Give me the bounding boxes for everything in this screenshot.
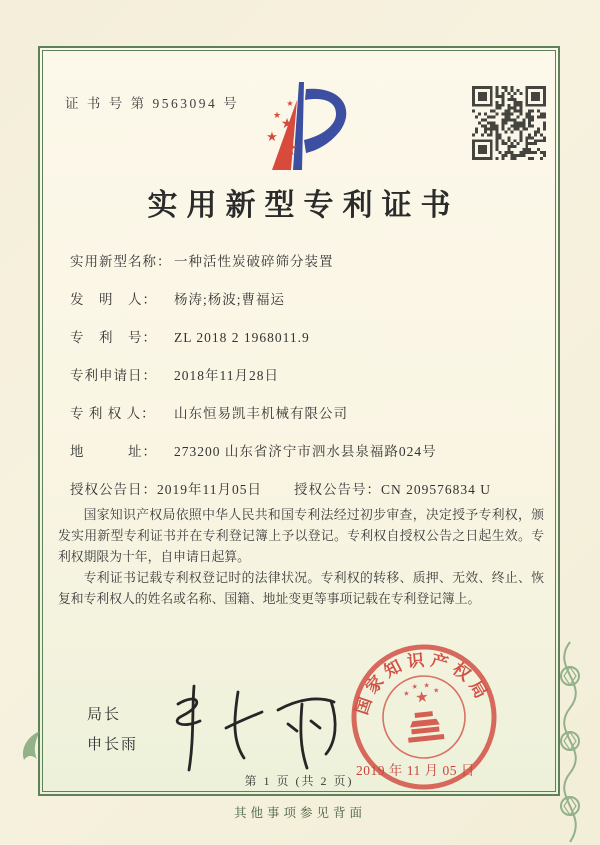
svg-text:★: ★	[414, 689, 430, 707]
field-patentee	[70, 404, 534, 423]
field-invention-name	[70, 252, 534, 271]
svg-text:★: ★	[280, 117, 294, 132]
svg-text:★: ★	[402, 689, 411, 699]
certificate-number: 证 书 号 第 9563094 号	[65, 96, 240, 111]
grant-date	[70, 480, 262, 499]
certificate-title: 实用新型专利证书	[147, 189, 460, 222]
commissioner-signature	[142, 674, 352, 779]
certificate-border-frame	[38, 46, 560, 796]
field-label: 专 利 号：	[70, 330, 157, 345]
leaf-ornament-icon	[16, 728, 46, 762]
certificate-fields	[70, 252, 534, 518]
field-patent-number	[70, 328, 534, 347]
commissioner-block	[87, 700, 138, 760]
field-grant-row	[70, 480, 534, 499]
grant-date-label: 授权公告日：	[70, 482, 157, 497]
field-label: 专利申请日：	[70, 368, 157, 383]
national-emblem-icon	[402, 680, 444, 742]
svg-text:★: ★	[280, 138, 298, 160]
field-label: 实用新型名称：	[70, 254, 172, 269]
qr-code-icon	[472, 86, 546, 160]
field-value: 2018年11月28日	[174, 368, 279, 383]
field-label: 专 利 权 人：	[70, 406, 156, 421]
commissioner-title: 局长	[87, 707, 122, 723]
grant-number	[294, 480, 491, 499]
field-filing-date	[70, 366, 534, 385]
field-value: 一种活性炭破碎筛分装置	[174, 254, 334, 269]
field-value: 山东恒易凯丰机械有限公司	[174, 406, 348, 421]
svg-text:★: ★	[266, 129, 278, 144]
field-label: 地 址：	[70, 444, 157, 459]
field-inventors	[70, 290, 534, 309]
field-value: ZL 2018 2 1968011.9	[174, 330, 310, 345]
grant-number-label: 授权公告号：	[294, 482, 381, 497]
commissioner-name: 申长雨	[87, 737, 139, 753]
legal-paragraph-1: 国家知识产权局依照中华人民共和国专利法经过初步审查，决定授予专利权，颁发实用新型专利证书并在专利登记簿上予以登记。专利权自授权公告之日起生效。专利权期限为十年，自申请日起算。	[58, 508, 544, 564]
field-value: 273200 山东省济宁市泗水县泉福路024号	[174, 444, 437, 459]
svg-text:★: ★	[272, 110, 282, 120]
cnipa-logo-icon	[239, 76, 359, 176]
svg-text:★: ★	[432, 686, 440, 695]
seal-org-text: 国家知识产权局	[352, 650, 494, 718]
page-number: 第 1 页 (共 2 页)	[244, 774, 354, 788]
field-value: 杨涛;杨波;曹福运	[174, 292, 286, 307]
legal-paragraph-2: 专利证书记载专利权登记时的法律状况。专利权的转移、质押、无效、终止、恢复和专利权人的姓名或名称、国籍、地址变更等事项记载在专利登记簿上。	[58, 571, 544, 606]
field-address	[70, 442, 534, 461]
seal-date: 2019 年 11 月 05 日	[356, 763, 475, 778]
svg-text:★: ★	[286, 99, 294, 108]
legal-text	[58, 505, 544, 610]
grant-number-value: CN 209576834 U	[381, 482, 492, 497]
back-note: 其他事项参见背面	[233, 806, 366, 820]
svg-text:★: ★	[411, 682, 419, 692]
field-label: 发 明 人：	[70, 292, 157, 307]
svg-text:★: ★	[423, 681, 431, 690]
grant-date-value: 2019年11月05日	[157, 482, 262, 497]
svg-text:国家知识产权局	[347, 644, 494, 719]
